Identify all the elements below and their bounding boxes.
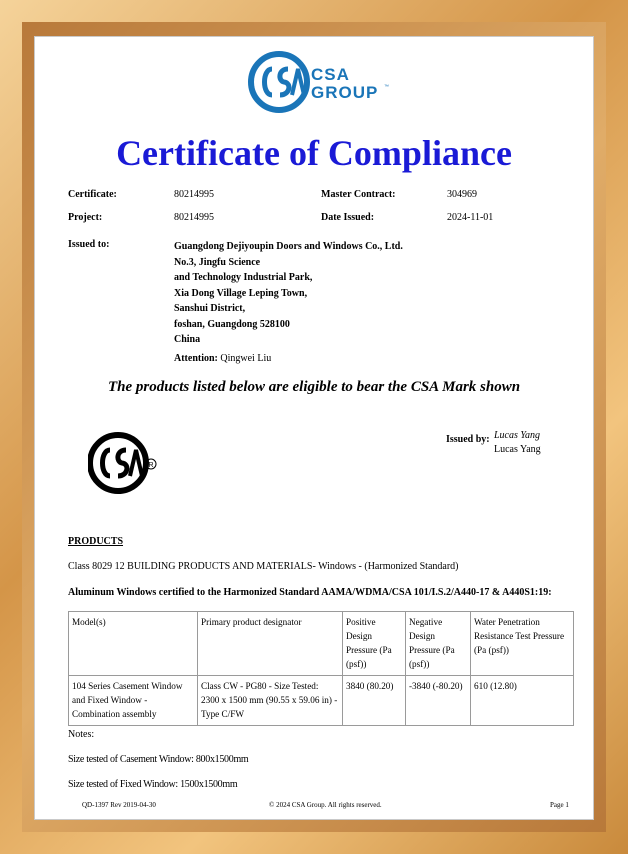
date-issued-label: Date Issued:	[321, 212, 375, 223]
certificate-value: 80214995	[174, 189, 214, 200]
issued-by-name: Lucas Yang	[494, 444, 541, 455]
notes-label: Notes:	[68, 729, 95, 740]
standard-line: Aluminum Windows certified to the Harmonized Standard AAMA/WDMA/CSA 101/I.S.2/A440-17 & A440S1:19:	[68, 587, 552, 598]
date-issued-value: 2024-11-01	[447, 212, 494, 223]
address-line: Guangdong Dejiyoupin Doors and Windows Co., Ltd.	[174, 241, 403, 252]
svg-text:R: R	[148, 462, 154, 469]
notes-line: Size tested of Fixed Window: 1500x1500mm	[68, 779, 238, 790]
csa-group-logo	[248, 51, 398, 113]
table-header-cell: Water Penetration Resistance Test Pressure (Pa (psf))	[471, 612, 574, 676]
project-value: 80214995	[174, 212, 214, 223]
csa-mark	[88, 430, 158, 496]
certificate-page	[34, 36, 594, 820]
attention-name: Qingwei Liu	[220, 353, 272, 364]
table-cell: Class CW - PG80 - Size Tested: 2300 x 1500 mm (90.55 x 59.06 in) - Type C/FW	[198, 676, 343, 726]
certificate-label: Certificate:	[68, 189, 117, 200]
attention-label: Attention:	[174, 353, 218, 364]
attention-line	[174, 353, 271, 364]
issued-to-address	[174, 239, 403, 348]
address-line: Xia Dong Village Leping Town,	[174, 287, 308, 299]
logo-text-csa: CSA	[311, 65, 350, 84]
table-cell: 104 Series Casement Window and Fixed Window - Combination assembly	[69, 676, 198, 726]
table-header-cell: Primary product designator	[198, 612, 343, 676]
products-table	[68, 611, 574, 726]
project-label: Project:	[68, 212, 103, 223]
issued-by-label: Issued by:	[446, 434, 490, 445]
footer-form-id: QD-1397 Rev 2019-04-30	[82, 801, 156, 809]
table-cell: -3840 (-80.20)	[406, 676, 471, 726]
products-heading: PRODUCTS	[68, 536, 124, 547]
table-header-cell: Negative Design Pressure (Pa (psf))	[406, 612, 471, 676]
logo-trademark: ™	[384, 84, 389, 90]
address-line: foshan, Guangdong 528100	[174, 318, 290, 330]
table-cell: 610 (12.80)	[471, 676, 574, 726]
footer-copyright: © 2024 CSA Group. All rights reserved.	[269, 801, 382, 809]
table-header-cell: Model(s)	[69, 612, 198, 676]
master-contract-value: 304969	[447, 189, 477, 200]
address-line: China	[174, 334, 201, 345]
table-header-row	[69, 612, 574, 676]
eligible-statement: The products listed below are eligible to bear the CSA Mark shown	[107, 379, 521, 395]
table-row	[69, 676, 574, 726]
page-title: Certificate of Compliance	[116, 133, 512, 173]
signature: Lucas Yang	[494, 430, 541, 441]
table-cell: 3840 (80.20)	[343, 676, 406, 726]
address-line: No.3, Jingfu Science	[174, 256, 261, 268]
csa-mark-icon	[88, 430, 158, 496]
notes-line: Size tested of Casement Window: 800x1500mm	[68, 754, 249, 765]
address-line: Sanshui District,	[174, 303, 246, 314]
product-class-line: Class 8029 12 BUILDING PRODUCTS AND MATERIALS- Windows - (Harmonized Standard)	[68, 561, 459, 572]
footer-page-number: Page 1	[550, 801, 569, 809]
table-header-cell: Positive Design Pressure (Pa (psf))	[343, 612, 406, 676]
issued-to-label: Issued to:	[68, 239, 110, 250]
address-line: and Technology Industrial Park,	[174, 272, 313, 283]
master-contract-label: Master Contract:	[321, 189, 396, 200]
csa-logo-icon	[248, 51, 310, 113]
logo-text-group: GROUP	[311, 83, 379, 102]
